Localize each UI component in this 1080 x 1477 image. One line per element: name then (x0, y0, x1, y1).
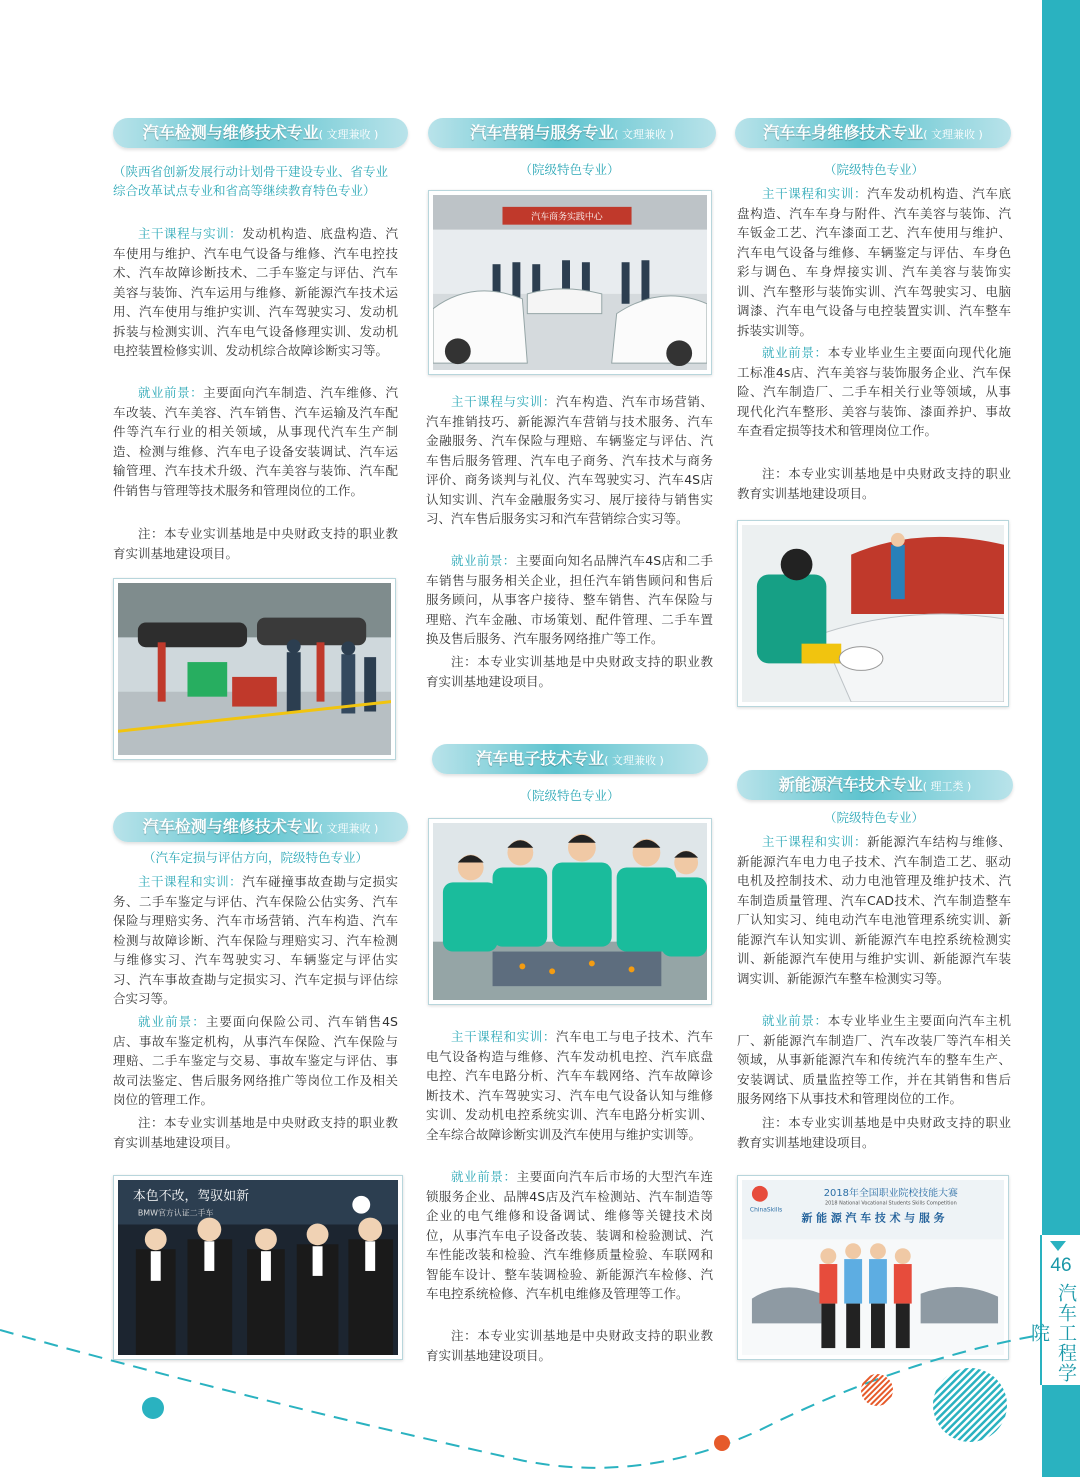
courses-label: 主干课程和实训： (138, 874, 243, 889)
photo-bmw-staff (113, 1175, 403, 1360)
section-title: 汽车工程学院 (1028, 1283, 1077, 1383)
banner-subtitle: ( 文理兼收 ) (614, 128, 674, 141)
jobs-paragraph (426, 551, 713, 649)
training-base-note: 注：本专业实训基地是中央财政支持的职业教育实训基地建设项目。 (737, 1115, 1011, 1150)
jobs-label: 就业前景： (762, 1013, 828, 1028)
courses-text: 汽车发动机构造、汽车底盘构造、汽车车身与附件、汽车美容与装饰、汽车钣金工艺、汽车漆面工艺、汽车使用与维护、汽车电气设备与维修、车辆鉴定与评估、车身色彩与调色、车身焊接实训、汽车美容与装饰实训、汽车整形与装饰实训、汽车驾驶实习、电脑调漆、汽车电气设备与电控装置实训、汽车整车拆装实训等。 (737, 186, 1011, 338)
courses-paragraph (426, 1027, 713, 1144)
banner-title: 汽车电子技术专业 (476, 749, 605, 768)
jobs-text: 本专业毕业生主要面向汽车主机厂、新能源汽车制造厂、汽车改装厂等汽车相关领域，从事新能源汽车和传统汽车的整车生产、安装调试、质量监控等工作，并在其销售和售后服务网络下从事技术和管理岗位的工作。 (737, 1013, 1011, 1106)
courses-label: 主干课程与实训： (451, 394, 557, 409)
courses-text: 汽车构造、汽车市场营销、汽车推销技巧、新能源汽车营销与技术服务、汽车金融服务、汽车保险与理赔、车辆鉴定与评估、汽车售后服务管理、汽车电子商务、汽车技术与商务评价、商务谈判与礼仪、汽车驾驶实习、汽车4S店认知实训、汽车金融服务实习、展厅接待与销售实习、汽车售后服务实习和汽车营销综合实习等。 (426, 394, 713, 526)
photo-body-polishing (737, 520, 1009, 707)
teal-dot (142, 1397, 164, 1419)
jobs-paragraph (737, 1011, 1011, 1109)
courses-text: 汽车电工与电子技术、汽车电气设备构造与维修、汽车发动机电控、汽车底盘电控、汽车电路分析、汽车车载网络、汽车故障诊断技术、汽车驾驶实习、汽车电气设备认知与维修实训、发动机电控系统实训、汽车电路分析实训、全车综合故障诊断实训及汽车使用与维护实训等。 (426, 1029, 713, 1142)
courses-text: 新能源汽车结构与维修、新能源汽车电力电子技术、汽车制造工艺、驱动电机及控制技术、动力电池管理及维护技术、汽车制造质量管理、汽车CAD技术、汽车制造整车厂认知实习、纯电动汽车电池管理系统实训、新能源汽车认知实训、新能源汽车电控系统检测实训、新能源汽车使用与维护实训、新能源汽车装调实训、新能源汽车整车检测实习等。 (737, 834, 1011, 986)
banner-auto-inspection-2 (113, 812, 408, 842)
jobs-label: 就业前景： (762, 345, 828, 360)
jobs-paragraph (737, 343, 1011, 441)
jobs-label: 就业前景： (451, 553, 516, 568)
courses-paragraph (113, 224, 398, 361)
banner-subtitle: ( 文理兼收 ) (318, 822, 379, 835)
courses-paragraph (113, 872, 398, 1009)
banner-title: 新能源汽车技术专业 (778, 775, 923, 794)
program-note: （陕西省创新发展行动计划骨干建设专业、省专业综合改革试点专业和省高等继续教育特色专业） (113, 164, 389, 198)
photo-competition-en: 2018 National Vocational Students Skills Competition (824, 1200, 957, 1207)
courses-label: 主干课程和实训： (451, 1029, 557, 1044)
jobs-text: 本专业毕业生主要面向现代化施工标准4s店、汽车美容与装饰服务企业、汽车保险、汽车制造厂、二手车相关行业等领域，从事现代化汽车整形、美容与装饰、漆面养护、事故车查看定损等技术和管理岗位工作。 (737, 345, 1011, 438)
banner-subtitle: ( 文理兼收 ) (923, 128, 983, 141)
courses-label: 主干课程和实训： (762, 834, 868, 849)
program-note: （院级特色专业） (519, 162, 620, 177)
program-note: （院级特色专业） (519, 788, 620, 803)
photo-workshop-lift (113, 578, 396, 760)
photo-electronics-lab (428, 818, 712, 1005)
banner-title: 汽车检测与维修技术专业 (142, 817, 319, 836)
striped-teal-circle (933, 1368, 1007, 1442)
page-number: 46 (1050, 1255, 1072, 1276)
photo-bmw-text: BMW官方认证二手车 (137, 1208, 214, 1218)
courses-text: 发动机构造、底盘构造、汽车使用与维护、汽车电气设备与维修、汽车电控技术、汽车故障诊断技术、二手车鉴定与评估、汽车美容与装饰、汽车运用与维修、新能源汽车技术运用、汽车使用与维护实训、汽车驾驶实习、发动机拆装与检测实训、汽车电气设备修理实训、发动机电控装置检修实训、发动机综合故障诊断实习等。 (113, 226, 398, 358)
banner-title: 汽车车身维修技术专业 (763, 123, 924, 142)
photo-competition-main: 新 能 源 汽 车 技 术 与 服 务 (801, 1211, 945, 1225)
photo-sign-text: 汽车商务实践中心 (531, 212, 603, 223)
training-base-note: 注：本专业实训基地是中央财政支持的职业教育实训基地建设项目。 (113, 1115, 398, 1150)
courses-paragraph (737, 184, 1011, 340)
jobs-text: 主要面向知名品牌汽车4S店和二手车销售与服务相关企业，担任汽车销售顾问和售后服务顾问，从事客户接待、整车销售、汽车保险与理赔、汽车金融、市场策划、配件管理、二手车置换及售后服务、汽车服务网络推广等工作。 (426, 553, 713, 646)
triangle-down-icon (1050, 1241, 1066, 1251)
banner-auto-inspection-1 (113, 118, 408, 148)
banner-new-energy (737, 770, 1013, 800)
courses-label: 主干课程与实训： (138, 226, 243, 241)
orange-dot (714, 1435, 730, 1451)
jobs-paragraph (113, 383, 398, 500)
training-base-note: 注：本专业实训基地是中央财政支持的职业教育实训基地建设项目。 (426, 1328, 713, 1363)
jobs-text: 主要面向汽车后市场的大型汽车连锁服务企业、品牌4S店及汽车检测站、汽车制造等企业的电气维修和设备调试、维修等关键技术岗位，从事汽车电子设备改装、装调和检验测试、汽车性能改装和检验、汽车维修质量检验、车联网和智能车设计、整车装调检验、新能源汽车检修、汽车电控系统检修、汽车机电维修及管理等工作。 (426, 1169, 713, 1301)
jobs-label: 就业前景： (138, 1014, 206, 1029)
jobs-paragraph (113, 1012, 398, 1110)
photo-slogan: 本色不改，驾驭如新 (132, 1188, 250, 1204)
program-note: （汽车定损与评估方向，院级特色专业） (142, 850, 368, 865)
banner-auto-electronics (432, 744, 708, 774)
photo-logo-text: ChinaSkills (749, 1206, 783, 1214)
banner-marketing-service (428, 118, 716, 148)
jobs-paragraph (426, 1167, 713, 1304)
banner-subtitle: ( 文理兼收 ) (318, 128, 379, 141)
page-number-tab (1028, 1235, 1080, 1385)
program-note: （院级特色专业） (823, 162, 924, 177)
jobs-label: 就业前景： (451, 1169, 517, 1184)
banner-title: 汽车营销与服务专业 (470, 123, 615, 142)
training-base-note: 注：本专业实训基地是中央财政支持的职业教育实训基地建设项目。 (426, 654, 713, 689)
training-base-note: 注：本专业实训基地是中央财政支持的职业教育实训基地建设项目。 (113, 526, 398, 561)
photo-skills-competition (737, 1175, 1009, 1360)
courses-paragraph (737, 832, 1011, 988)
jobs-text: 主要面向保险公司、汽车销售4S店、事故车鉴定机构，从事汽车保险、汽车保险与理赔、二手车鉴定与交易、事故车鉴定与评估、事故司法鉴定、售后服务网络推广等岗位工作及相关岗位的管理工作。 (113, 1014, 398, 1107)
jobs-text: 主要面向汽车制造、汽车维修、汽车改装、汽车美容、汽车销售、汽车运输及汽车配件等汽车行业的相关领域，从事现代汽车生产制造、检测与维修、汽车电子设备安装调试、汽车运输管理、汽车技术升级、汽车美容与装饰、汽车配件销售与管理等技术服务和管理岗位的工作。 (113, 385, 398, 498)
banner-subtitle: ( 文理兼收 ) (604, 754, 664, 767)
courses-paragraph (426, 392, 713, 529)
striped-orange-circle (861, 1374, 893, 1406)
courses-text: 汽车碰撞事故查勘与定损实务、二手车鉴定与评估、汽车保险公估实务、汽车保险与理赔实务、汽车市场营销、汽车构造、汽车检测与故障诊断、汽车保险与理赔实习、汽车检测与维修实习、汽车驾驶实习、车辆鉴定与评估实习、汽车事故查勘与定损实习、汽车定损与评估综合实习等。 (113, 874, 398, 1006)
jobs-label: 就业前景： (138, 385, 204, 400)
courses-label: 主干课程和实训： (762, 186, 868, 201)
photo-competition-title: 2018年全国职业院校技能大赛 (823, 1187, 958, 1199)
training-base-note: 注：本专业实训基地是中央财政支持的职业教育实训基地建设项目。 (737, 466, 1011, 501)
banner-subtitle: ( 理工类 ) (922, 780, 972, 793)
program-note: （院级特色专业） (823, 810, 924, 825)
banner-title: 汽车检测与维修技术专业 (142, 123, 319, 142)
photo-sales-center (428, 190, 712, 375)
banner-body-repair (735, 118, 1011, 148)
